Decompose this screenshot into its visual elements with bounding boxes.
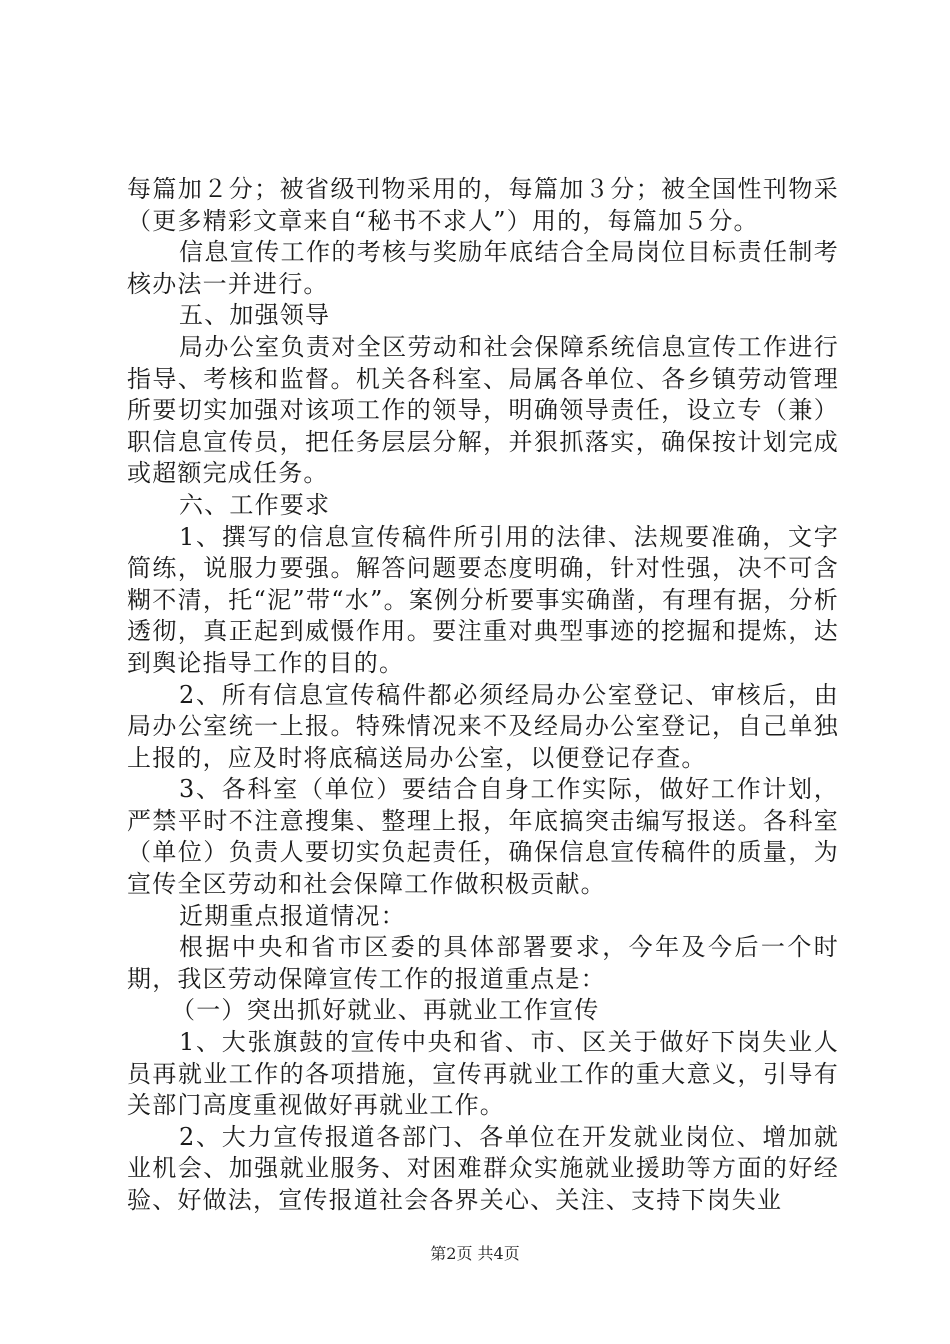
section-heading-leadership: 五、加强领导: [179, 301, 331, 330]
paragraph-assessment: 信息宣传工作的考核与奖励年底结合全局岗位目标责任制考核办法一并进行。: [127, 238, 839, 298]
paragraph-employment-1: 1、大张旗鼓的宣传中央和省、市、区关于做好下岗失业人员再就业工作的各项措施，宣传再就业工作的重大意义，引导有关部门高度重视做好再就业工作。: [127, 1028, 839, 1120]
section-heading-recent-reports: 近期重点报道情况：: [179, 901, 406, 930]
paragraph-leadership: 局办公室负责对全区劳动和社会保障系统信息宣传工作进行指导、考核和监督。机关各科室、局属各单位、各乡镇劳动管理所要切实加强对该项工作的领导，明确领导责任，设立专（兼）职信息宣传员，把任务层层分解，并狠抓落实，确保按计划完成或超额完成任务。: [127, 332, 839, 488]
page-number-footer: 第2页 共4页: [430, 1244, 520, 1263]
paragraph-requirement-3: 3、各科室（单位）要结合自身工作实际，做好工作计划，严禁平时不注意搜集、整理上报，年底搞突击编写报送。各科室（单位）负责人要切实负起责任，确保信息宣传稿件的质量，为宣传全区劳动和社会保障工作做积极贡献。: [127, 775, 839, 899]
subsection-heading-employment: （一）突出抓好就业、再就业工作宣传: [171, 996, 600, 1025]
section-heading-requirements: 六、工作要求: [179, 490, 331, 519]
paragraph-employment-2: 2、大力宣传报道各部门、各单位在开发就业岗位、增加就业机会、加强就业服务、对困难群众实施就业援助等方面的好经验、好做法，宣传报道社会各界关心、关注、支持下岗失业: [127, 1122, 839, 1214]
paragraph-requirement-2: 2、所有信息宣传稿件都必须经局办公室登记、审核后，由局办公室统一上报。特殊情况来不及经局办公室登记，自己单独上报的，应及时将底稿送局办公室，以便登记存查。: [127, 680, 839, 772]
document-body: [127, 174, 839, 1217]
paragraph-requirement-1: 1、撰写的信息宣传稿件所引用的法律、法规要准确，文字简练，说服力要强。解答问题要态度明确，针对性强，决不可含糊不清，托“泥”带“水”。案例分析要事实确凿，有理有据，分析透彻，真正起到威慑作用。要注重对典型事迹的挖掘和提炼，达到舆论指导工作的目的。: [127, 522, 839, 677]
paragraph-scoring-continued: 每篇加２分；被省级刊物采用的，每篇加３分；被全国性刊物采（更多精彩文章来自“秘书不求人”）用的，每篇加５分。: [127, 175, 839, 235]
paragraph-report-focus: 根据中央和省市区委的具体部署要求，今年及今后一个时期，我区劳动保障宣传工作的报道重点是：: [127, 933, 839, 993]
